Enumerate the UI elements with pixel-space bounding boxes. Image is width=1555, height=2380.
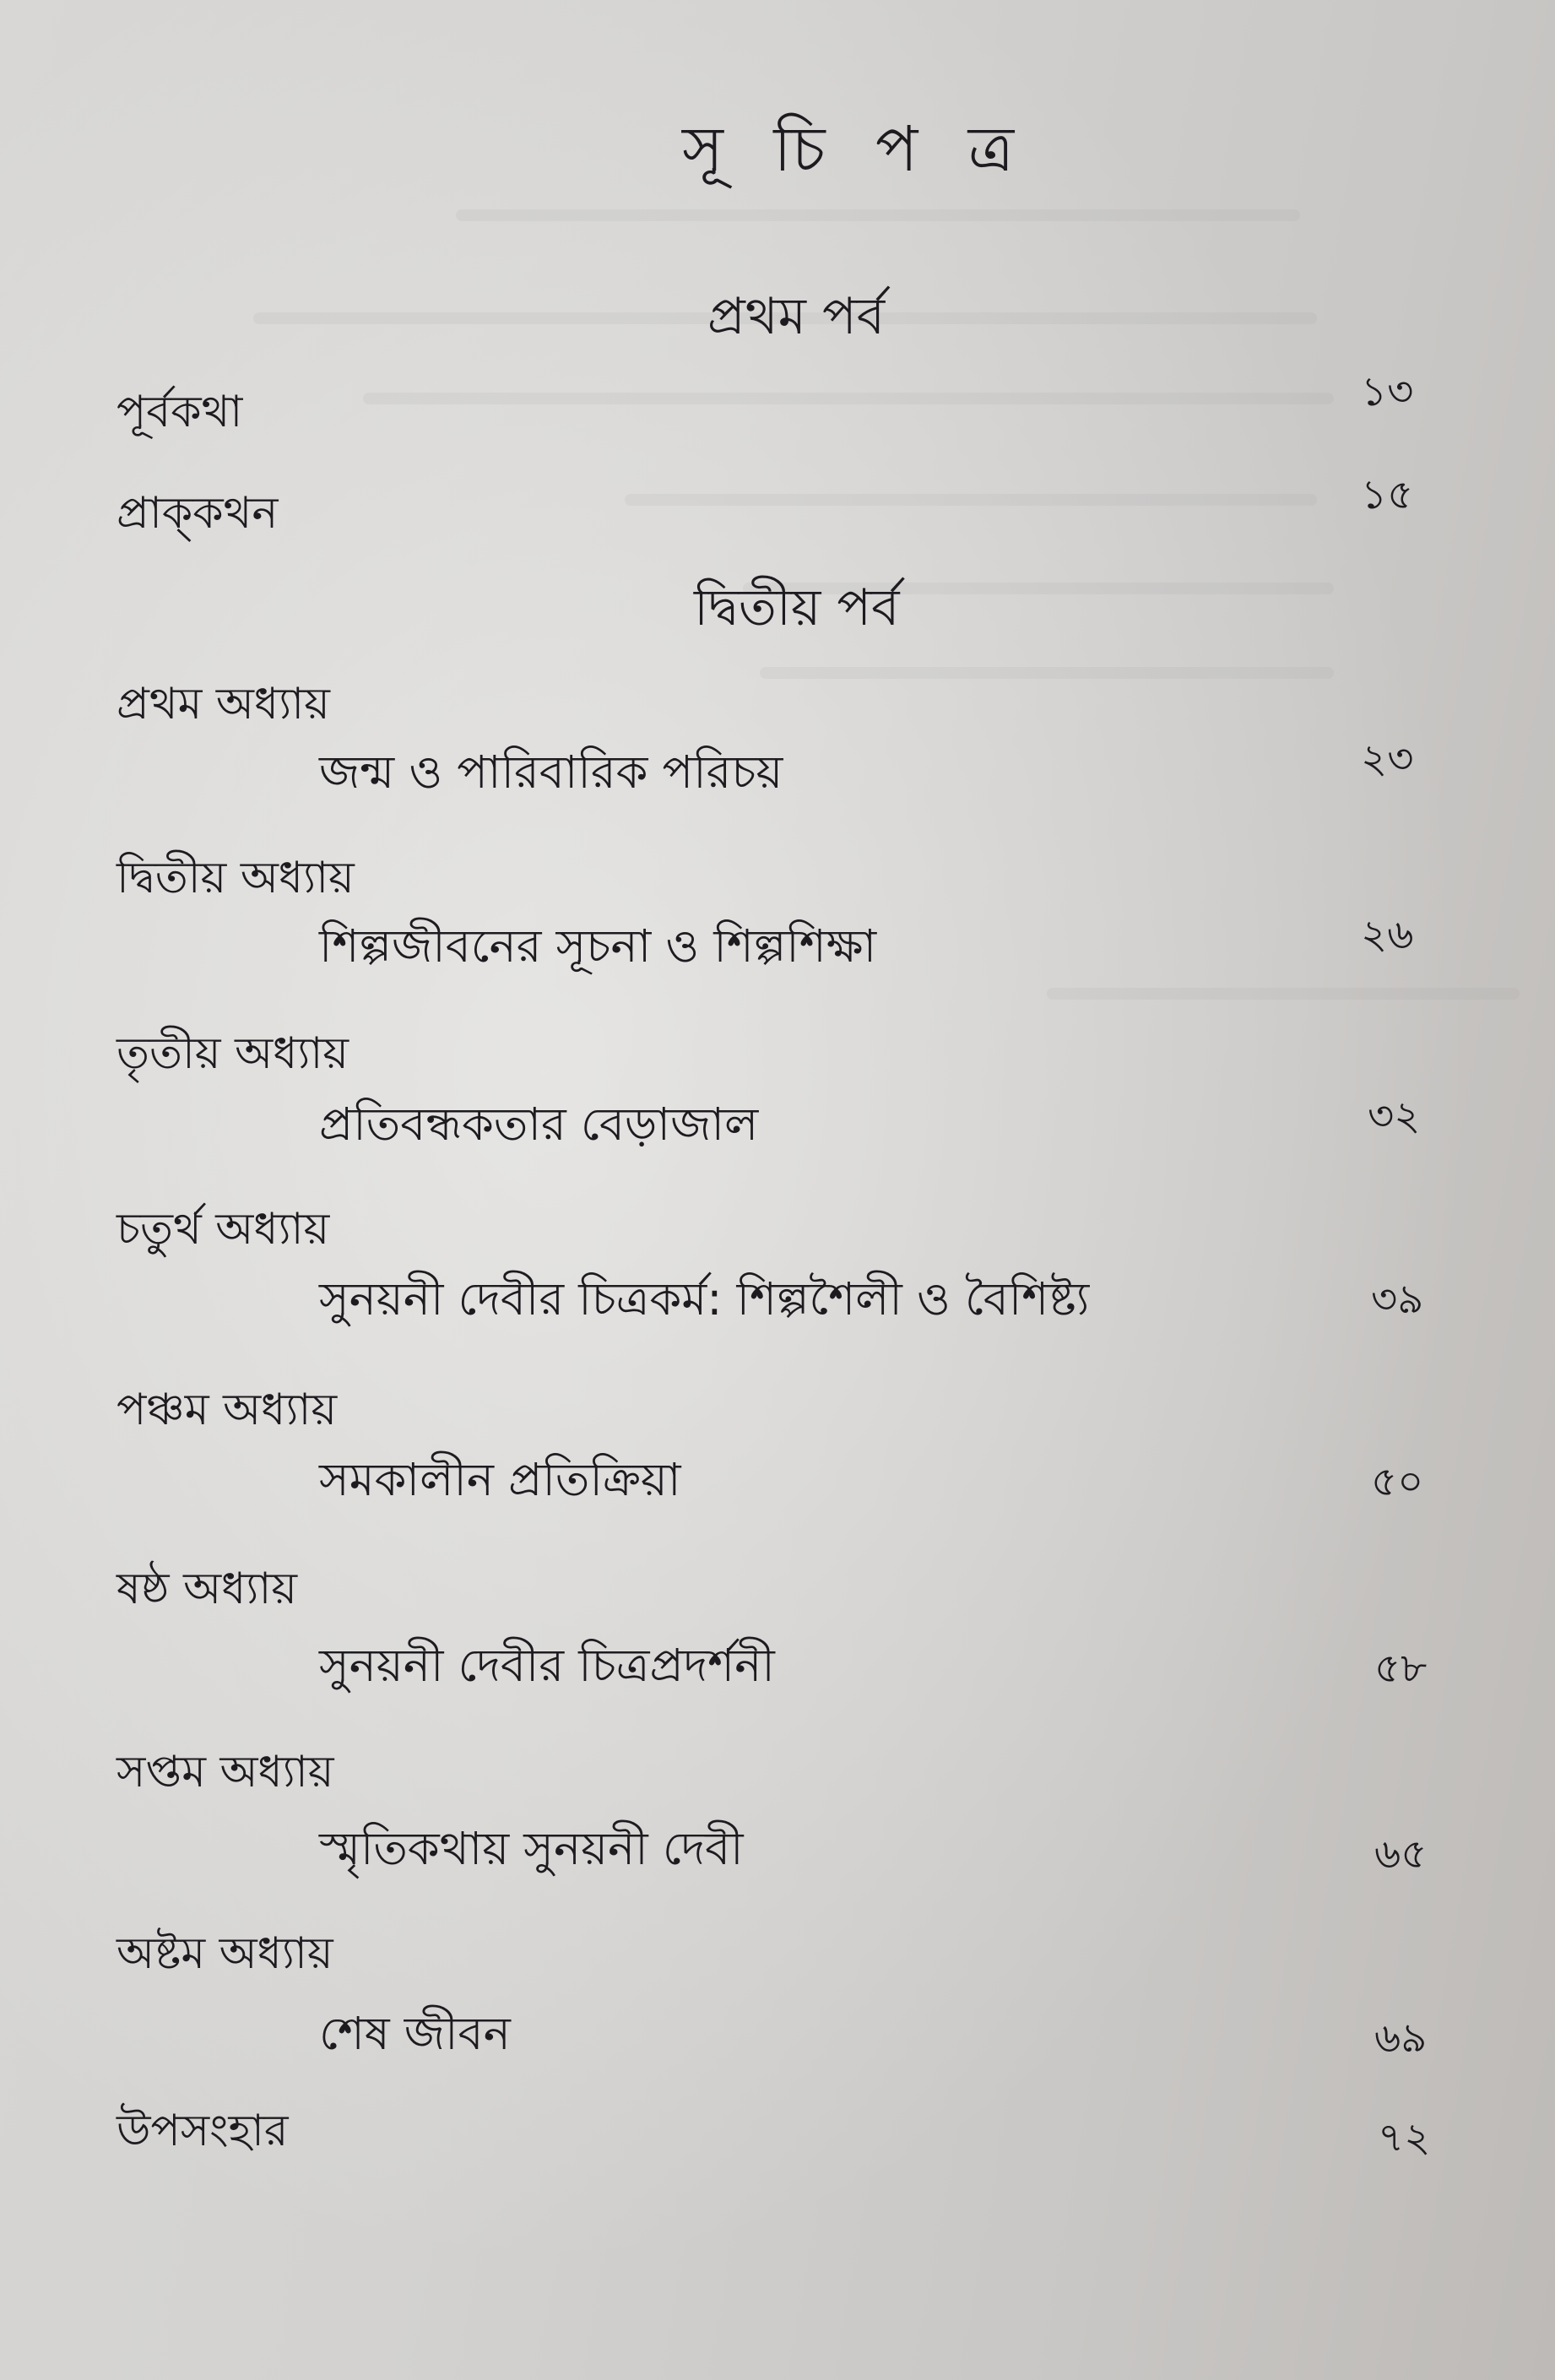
chapter-page: ২৩ <box>1361 735 1414 783</box>
chapter-page: ৩২ <box>1368 1092 1421 1140</box>
show-through-line <box>1047 988 1520 1000</box>
chapter-page: ৫৮ <box>1374 1645 1428 1692</box>
chapter-name: অষ্টম অধ্যায় <box>116 1928 333 1979</box>
chapter-title: স্মৃতিকথায় সুনয়নী দেবী <box>319 1822 744 1875</box>
chapter-title: প্রতিবন্ধকতার বেড়াজাল <box>319 1098 759 1151</box>
entry-page-purbakatha: ১৩ <box>1361 368 1414 415</box>
entry-label-upasanghar: উপসংহার <box>116 2106 289 2156</box>
chapter-title: জন্ম ও পারিবারিক পরিচয় <box>319 745 783 799</box>
show-through-line <box>760 667 1334 679</box>
part-heading-second: দ্বিতীয় পর্ব <box>694 578 900 637</box>
chapter-name: ষষ্ঠ অধ্যায় <box>116 1564 298 1614</box>
show-through-line <box>625 494 1317 506</box>
show-through-line <box>456 209 1300 221</box>
chapter-title: সমকালীন প্রতিক্রিয়া <box>319 1453 681 1506</box>
chapter-page: ৩৯ <box>1371 1276 1424 1323</box>
entry-page-prakkathan: ১৫ <box>1361 471 1414 518</box>
chapter-name: সপ্তম অধ্যায় <box>116 1747 334 1797</box>
chapter-title: শিল্পজীবনের সূচনা ও শিল্পশিক্ষা <box>319 919 877 973</box>
chapter-title: সুনয়নী দেবীর চিত্রকর্ম: শিল্পশৈলী ও বৈশিষ্ট্য <box>319 1272 1090 1326</box>
entry-page-upasanghar: ৭২ <box>1378 2114 1431 2161</box>
chapter-name: দ্বিতীয় অধ্যায় <box>116 853 355 903</box>
show-through-line <box>363 393 1334 404</box>
entry-label-prakkathan: প্রাক্‌কথন <box>116 488 279 539</box>
part-heading-first: প্রথম পর্ব <box>707 287 886 346</box>
chapter-title: সুনয়নী দেবীর চিত্রপ্রদর্শনী <box>319 1639 775 1692</box>
chapter-title: শেষ জীবন <box>319 2007 511 2060</box>
chapter-name: পঞ্চম অধ্যায় <box>116 1385 338 1435</box>
chapter-name: প্রথম অধ্যায় <box>116 679 330 729</box>
chapter-page: ৬৯ <box>1374 2014 1428 2062</box>
page-title: সূ চি প ত্র <box>682 113 1030 186</box>
chapter-name: চতুর্থ অধ্যায় <box>116 1204 330 1255</box>
entry-label-purbakatha: পূর্বকথা <box>116 387 243 437</box>
chapter-page: ৬৫ <box>1374 1830 1428 1878</box>
chapter-page: ৫০ <box>1371 1458 1424 1505</box>
chapter-page: ২৬ <box>1361 911 1414 958</box>
chapter-name: তৃতীয় অধ্যায় <box>116 1028 349 1079</box>
